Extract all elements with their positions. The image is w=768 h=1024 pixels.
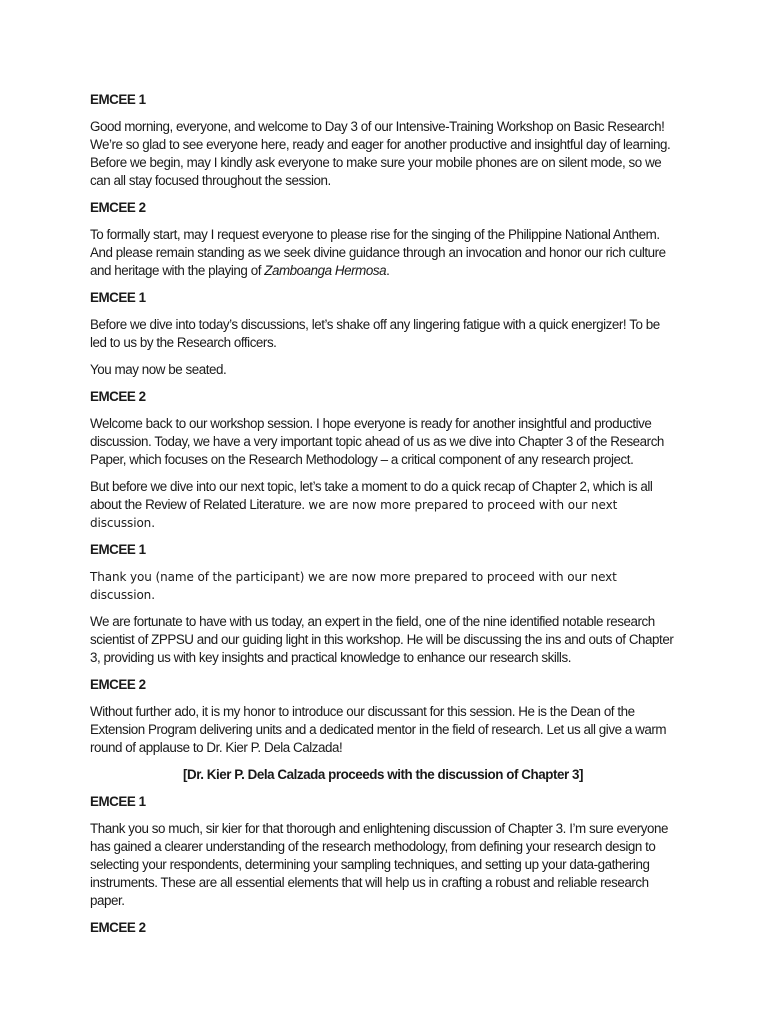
expert-intro-paragraph: We are fortunate to have with us today, an expert in the field, one of the nine identified notable research scientist of ZPPSU and our guiding light in this workshop. He will be discussing the ins and outs of Chapter 3, providing us with key insights and practical knowledge to enhance our research skills. <box>90 614 674 665</box>
speaker-heading-emcee-1: EMCEE 1 <box>90 92 146 107</box>
anthem-paragraph <box>90 226 676 280</box>
speaker-heading-emcee-2: EMCEE 2 <box>90 920 146 935</box>
recap-text-alt-font: we are now more prepared to proceed with our next discussion. <box>90 498 618 530</box>
welcome-back-paragraph: Welcome back to our workshop session. I hope everyone is ready for another insightful and productive discussion. Today, we have a very important topic ahead of us as we dive into Chapter 3 of the Research Paper, which focuses on the Research Methodology – a critical component of any research project. <box>90 416 664 467</box>
song-title: Zamboanga Hermosa <box>264 263 387 278</box>
recap-paragraph <box>90 478 676 532</box>
anthem-text: To formally start, may I request everyone to please rise for the singing of the Philippine National Anthem. And please remain standing as we seek divine guidance through an invocation and honor our rich culture and heritage with the playing of <box>90 227 666 278</box>
speaker-heading-emcee-1: EMCEE 1 <box>90 290 146 305</box>
thank-participant-paragraph: Thank you (name of the participant) we are now more prepared to proceed with our next discussion. <box>90 570 617 602</box>
energizer-paragraph: Before we dive into today’s discussions, let’s shake off any lingering fatigue with a quick energizer! To be led to us by the Research officers. <box>90 317 660 350</box>
welcome-paragraph: Good morning, everyone, and welcome to Day 3 of our Intensive-Training Workshop on Basic Research! We’re so glad to see everyone here, ready and eager for another productive and insightful day of learning. Before we begin, may I kindly ask everyone to make sure your mobile phones are on silent mode, so we can all stay focused throughout the session. <box>90 119 671 188</box>
speaker-heading-emcee-1: EMCEE 1 <box>90 794 146 809</box>
seated-paragraph: You may now be seated. <box>90 362 227 377</box>
speaker-heading-emcee-2: EMCEE 2 <box>90 200 146 215</box>
stage-direction: [Dr. Kier P. Dela Calzada proceeds with the discussion of Chapter 3] <box>183 767 583 782</box>
speaker-heading-emcee-1: EMCEE 1 <box>90 542 146 557</box>
recap-text: But before we dive into our next topic, let’s take a moment to do a quick recap of Chapter 2, which is all about the Review of Related Literature. <box>90 479 653 512</box>
speaker-heading-emcee-2: EMCEE 2 <box>90 389 146 404</box>
discussant-intro-paragraph: Without further ado, it is my honor to introduce our discussant for this session. He is the Dean of the Extension Program delivering units and a dedicated mentor in the field of research. Let us all give a warm round of applause to Dr. Kier P. Dela Calzada! <box>90 704 667 755</box>
anthem-text-end: . <box>386 263 390 278</box>
document-page <box>90 91 676 946</box>
speaker-heading-emcee-2: EMCEE 2 <box>90 677 146 692</box>
thank-speaker-paragraph: Thank you so much, sir kier for that thorough and enlightening discussion of Chapter 3. I’m sure everyone has gained a clearer understanding of the research methodology, from defining your research design to selecting your respondents, determining your sampling techniques, and setting up your data-gathering instruments. These are all essential elements that will help us in crafting a robust and reliable research paper. <box>90 821 668 908</box>
